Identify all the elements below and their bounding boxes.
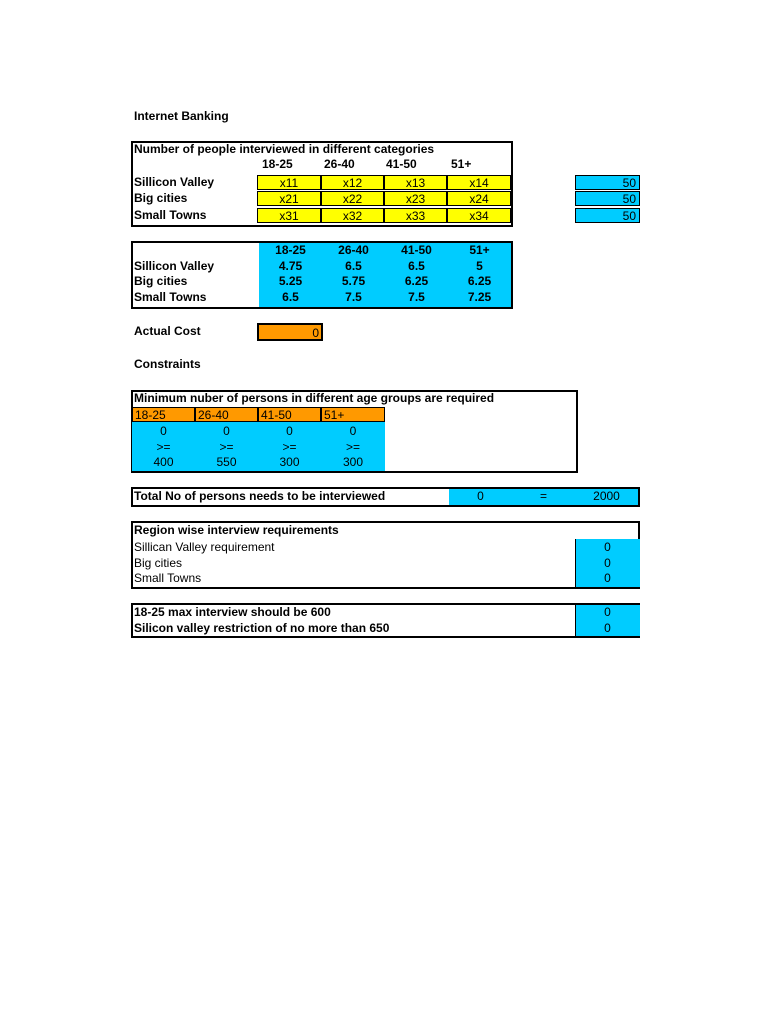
row-total-cell[interactable]: 50 [575, 191, 640, 206]
total-persons-label: Total No of persons needs to be interviewed [134, 489, 386, 503]
variable-cell[interactable]: x23 [384, 191, 447, 206]
variable-cell[interactable]: x31 [257, 208, 321, 223]
variable-cell[interactable]: x33 [384, 208, 447, 223]
variable-cell[interactable]: x12 [321, 175, 384, 190]
age-group-value[interactable]: 0 [160, 424, 167, 438]
variable-cell[interactable]: x24 [447, 191, 511, 206]
table1-heading: Number of people interviewed in different categories [134, 142, 435, 156]
extra-value[interactable]: 0 [604, 605, 611, 619]
region-value[interactable]: 0 [604, 540, 611, 554]
minimum-value[interactable]: 400 [153, 455, 174, 469]
cost-cell[interactable]: 5.75 [341, 274, 366, 288]
table2-row-label: Small Towns [134, 290, 207, 304]
table1-row-label: Sillicon Valley [134, 175, 215, 189]
extra-value[interactable]: 0 [604, 621, 611, 635]
sheet-title: Internet Banking [134, 109, 229, 123]
table1-age-header: 18-25 [262, 157, 293, 171]
age-group-value[interactable]: 0 [286, 424, 293, 438]
region-row-label: Sillican Valley requirement [134, 540, 275, 554]
age-group-value[interactable]: 0 [223, 424, 230, 438]
cost-cell[interactable]: 7.25 [467, 290, 492, 304]
table2-row-label: Big cities [134, 274, 188, 288]
table1-age-header: 51+ [451, 157, 472, 171]
cost-cell[interactable]: 6.5 [345, 259, 362, 273]
total-persons-value[interactable]: 0 [477, 489, 484, 503]
cost-cell[interactable]: 7.5 [408, 290, 425, 304]
minimum-value[interactable]: 300 [279, 455, 300, 469]
variable-cell[interactable]: x32 [321, 208, 384, 223]
table1-age-header: 41-50 [386, 157, 417, 171]
extra-row-label: 18-25 max interview should be 600 [134, 605, 331, 619]
region-heading: Region wise interview requirements [134, 523, 339, 537]
cost-cell[interactable]: 6.5 [282, 290, 299, 304]
total-persons-operator: = [539, 489, 547, 503]
age-group-header: 26-40 [195, 407, 258, 422]
region-row-label: Small Towns [134, 571, 202, 585]
region-value[interactable]: 0 [604, 571, 611, 585]
table2-age-header: 18-25 [275, 243, 306, 257]
row-total-cell[interactable]: 50 [575, 208, 640, 223]
actual-cost-cell[interactable]: 0 [257, 323, 323, 341]
min-persons-heading: Minimum nuber of persons in different age groups are required [134, 391, 495, 405]
cost-cell[interactable]: 5 [476, 259, 483, 273]
operator: >= [345, 440, 360, 454]
minimum-value[interactable]: 300 [342, 455, 364, 469]
variable-cell[interactable]: x34 [447, 208, 511, 223]
table2-age-header: 26-40 [338, 243, 369, 257]
operator: >= [219, 440, 234, 454]
table2-row-label: Sillicon Valley [134, 259, 215, 273]
extra-row-label: Silicon valley restriction of no more than 650 [134, 621, 390, 635]
age-group-header: 51+ [321, 407, 385, 422]
variable-cell[interactable]: x22 [321, 191, 384, 206]
age-group-header: 18-25 [132, 407, 195, 422]
table1-age-header: 26-40 [324, 157, 355, 171]
operator: >= [156, 440, 171, 454]
cost-cell[interactable]: 6.25 [467, 274, 492, 288]
constraints-label: Constraints [134, 357, 201, 371]
operator: >= [282, 440, 297, 454]
variable-cell[interactable]: x13 [384, 175, 447, 190]
cost-cell[interactable]: 5.25 [278, 274, 303, 288]
minimum-value[interactable]: 550 [216, 455, 237, 469]
table2-age-header: 41-50 [401, 243, 432, 257]
cost-cell[interactable]: 6.5 [408, 259, 425, 273]
total-persons-target[interactable]: 2000 [593, 489, 620, 503]
variable-cell[interactable]: x21 [257, 191, 321, 206]
age-group-header: 41-50 [258, 407, 321, 422]
age-group-value[interactable]: 0 [349, 424, 357, 438]
region-row-label: Big cities [134, 556, 183, 570]
cost-cell[interactable]: 4.75 [278, 259, 303, 273]
table1-row-label: Big cities [134, 191, 188, 205]
variable-cell[interactable]: x14 [447, 175, 511, 190]
actual-cost-label: Actual Cost [134, 324, 201, 338]
row-total-cell[interactable]: 50 [575, 175, 640, 190]
variable-cell[interactable]: x11 [257, 175, 321, 190]
table1-row-label: Small Towns [134, 208, 207, 222]
cost-cell[interactable]: 7.5 [345, 290, 362, 304]
table2-age-header: 51+ [469, 243, 490, 257]
cost-cell[interactable]: 6.25 [404, 274, 429, 288]
region-value[interactable]: 0 [604, 556, 611, 570]
